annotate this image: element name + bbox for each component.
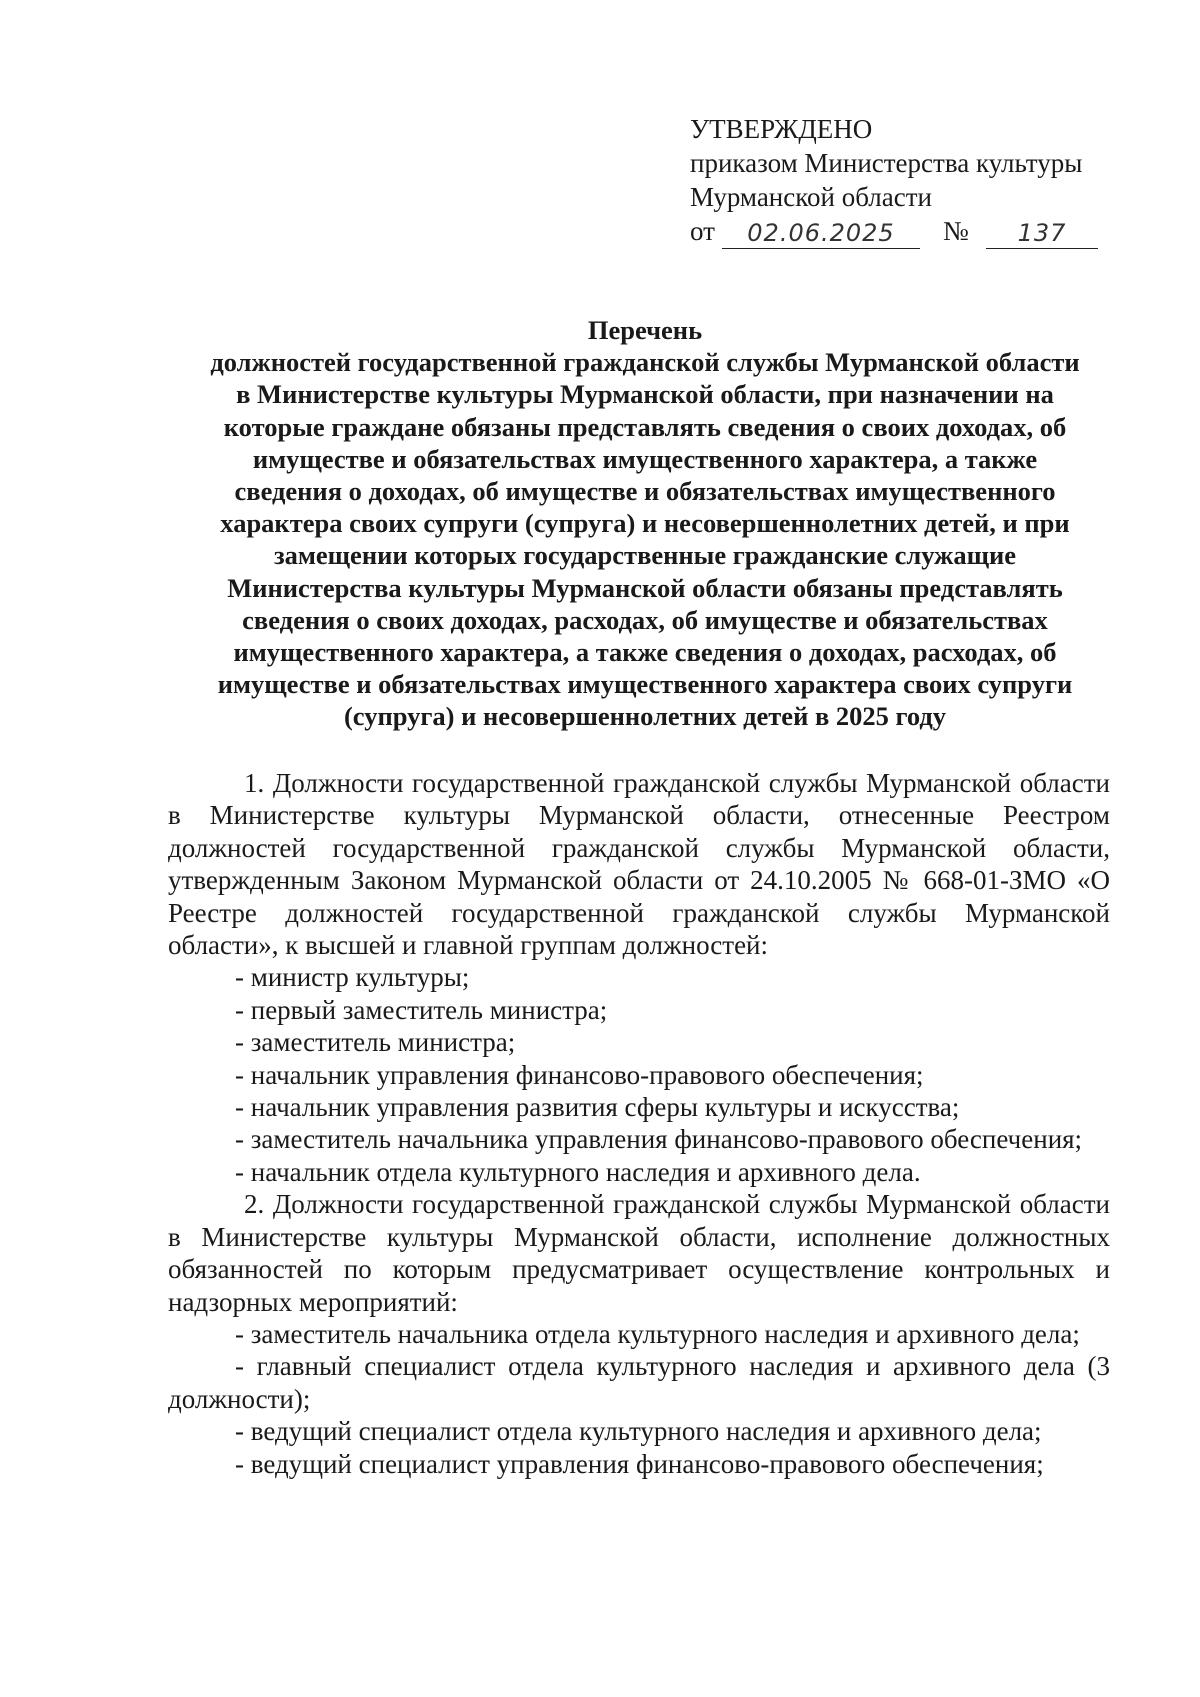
approval-region-line: Мурманской области	[690, 182, 932, 212]
section-2-item: - ведущий специалист отдела культурного наследия и архивного дела;	[235, 1416, 1042, 1447]
section-2-paragraph: 2. Должности государственной гражданской службы Мурманской области в Министерстве культуры Мурманской области, исполнение должностных обязанностей по которым предусматривает осуществление контрольных и надзорных мероприятий:	[168, 1189, 1110, 1317]
section-2-item: - ведущий специалист управления финансово-правового обеспечения;	[235, 1448, 1044, 1479]
title-line: имуществе и обязательствах имущественного характера, а также	[252, 443, 1038, 474]
section-2-item: - заместитель начальника отдела культурного наследия и архивного дела;	[235, 1318, 1080, 1349]
title-line: сведения о доходах, об имуществе и обязательствах имущественного	[234, 476, 1056, 507]
title-line: в Министерстве культуры Мурманской области, при назначении на	[236, 379, 1054, 410]
section-1-item: - заместитель начальника управления финансово-правового обеспечения;	[235, 1124, 1083, 1155]
title-line: имущественного характера, а также сведения о доходах, расходах, об	[233, 637, 1057, 668]
section-1-item: - первый заместитель министра;	[235, 994, 608, 1025]
number-label: №	[943, 216, 969, 246]
title-line: должностей государственной гражданской службы Мурманской области	[210, 347, 1080, 378]
section-1-item: - заместитель министра;	[235, 1027, 516, 1058]
approval-stamp	[690, 112, 1120, 250]
title-line: сведения о своих доходах, расходах, об имуществе и обязательствах	[242, 604, 1048, 635]
section-2-item: - главный специалист отдела культурного наследия и архивного дела (3 должности);	[168, 1351, 1110, 1414]
title-line: Министерства культуры Мурманской области обязаны представлять	[227, 572, 1063, 603]
title-line: которые граждане обязаны представлять сведения о своих доходах, об	[223, 411, 1067, 442]
document-body	[168, 767, 1110, 1480]
title-line: (супруга) и несовершеннолетних детей в 2025 году	[343, 701, 947, 732]
order-date-number-line	[690, 214, 1120, 250]
section-1-paragraph: 1. Должности государственной гражданской службы Мурманской области в Министерстве культуры Мурманской области, отнесенные Реестром должностей государственной гражданской службы Мурманской области, утвержденным Законом Мурманской области от 24.10.2005 № 668-01-ЗМО «О Реестре должностей государственной гражданской службы Мурманской области», к высшей и главной группам должностей:	[168, 768, 1110, 961]
section-1-item: - министр культуры;	[235, 962, 470, 993]
section-1-item: - начальник отдела культурного наследия и архивного дела.	[235, 1156, 921, 1187]
section-1-item: - начальник управления финансово-правового обеспечения;	[235, 1059, 924, 1090]
title-line: замещении которых государственные гражданские служащие	[273, 540, 1017, 571]
date-label: от	[690, 216, 715, 246]
order-number-handwritten: 137	[986, 220, 1098, 249]
approval-heading: УТВЕРЖДЕНО	[690, 114, 873, 144]
approval-order-line: приказом Министерства культуры	[690, 148, 1083, 178]
title-heading: Перечень	[587, 315, 703, 345]
document-title	[165, 314, 1125, 733]
order-date-handwritten: 02.06.2025	[722, 220, 920, 249]
title-line: имуществе и обязательствах имущественного характера своих супруги	[217, 669, 1073, 700]
section-1-item: - начальник управления развития сферы культуры и искусства;	[235, 1092, 960, 1123]
title-line: характера своих супруги (супруга) и несовершеннолетних детей, и при	[220, 508, 1070, 539]
